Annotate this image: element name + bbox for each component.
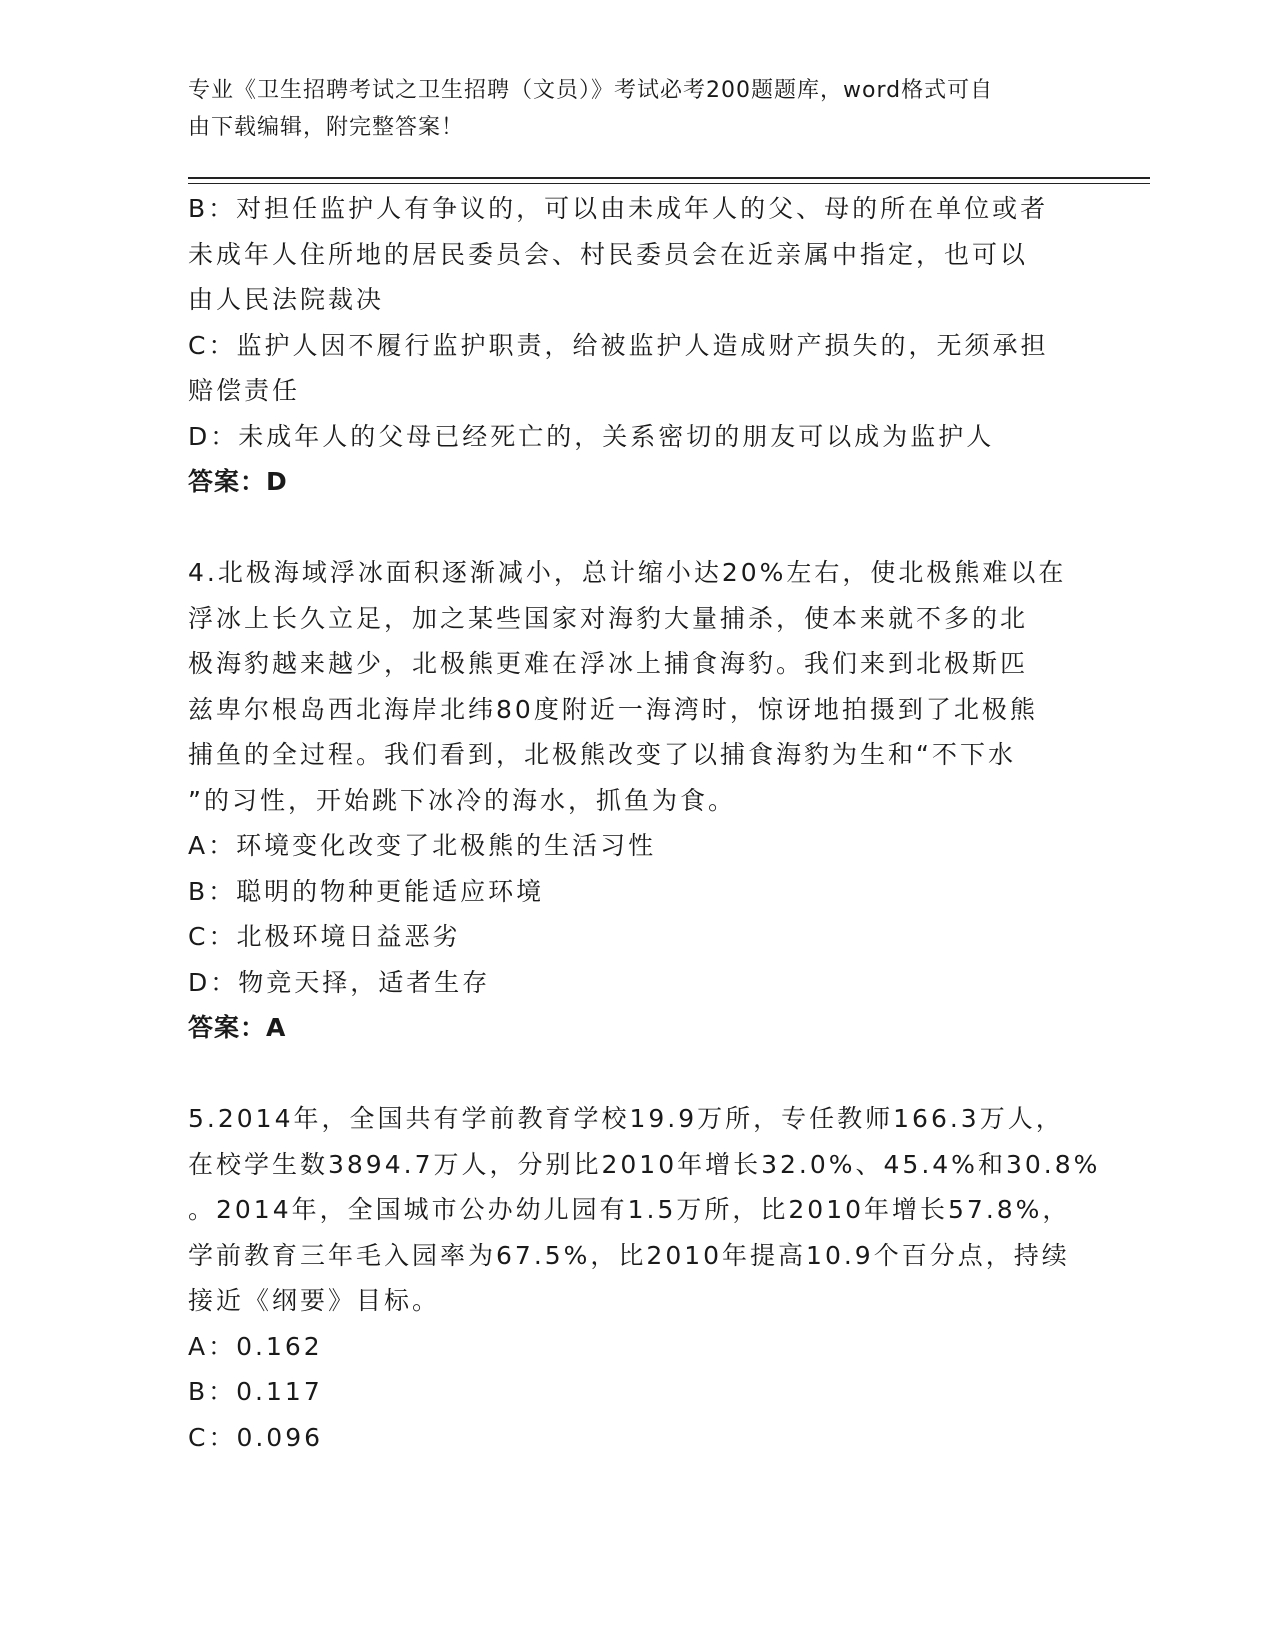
stem-line: ”的习性，开始跳下冰冷的海水，抓鱼为食。 xyxy=(188,785,736,815)
question-3-option-b xyxy=(188,186,1088,323)
stem-line: 接近《纲要》目标。 xyxy=(188,1286,441,1315)
stem-line: 学前教育三年毛入园率为67.5%，比2010年提高10.9个百分点，持续 xyxy=(188,1240,1070,1270)
stem-line: 4.北极海域浮冰面积逐渐减小，总计缩小达20%左右，使北极熊难以在 xyxy=(188,558,1067,587)
question-3-option-c xyxy=(188,323,1088,414)
question-4-option-a: A：环境变化改变了北极熊的生活习性 xyxy=(188,831,657,860)
spacer xyxy=(188,1051,1088,1097)
option-line: 赔偿责任 xyxy=(188,376,301,405)
document-body xyxy=(188,186,1101,1460)
question-4-option-b: B：聪明的物种更能适应环境 xyxy=(188,876,545,906)
stem-line: 兹卑尔根岛西北海岸北纬80度附近一海湾时，惊讶地拍摄到了北极熊 xyxy=(188,694,1038,724)
header-divider-thick xyxy=(188,177,1150,179)
stem-line: 。2014年，全国城市公办幼儿园有1.5万所，比2010年增长57.8%， xyxy=(188,1195,1071,1224)
spacer xyxy=(188,505,1088,551)
stem-line: 5.2014年，全国共有学前教育学校19.9万所，专任教师166.3万人， xyxy=(188,1104,1064,1133)
stem-line: 在校学生数3894.7万人，分别比2010年增长32.0%、45.4%和30.8% xyxy=(188,1149,1101,1179)
header-divider-thin xyxy=(188,183,1150,184)
header-line-2: 由下载编辑，附完整答案！ xyxy=(188,115,465,140)
question-5-option-c: C：0.096 xyxy=(188,1422,324,1452)
question-3-option-d: D：未成年人的父母已经死亡的，关系密切的朋友可以成为监护人 xyxy=(188,421,995,451)
question-5-option-b: B：0.117 xyxy=(188,1377,323,1406)
option-line: C：监护人因不履行监护职责，给被监护人造成财产损失的，无须承担 xyxy=(188,330,1049,360)
question-5-option-a: A：0.162 xyxy=(188,1331,323,1361)
option-line: B：对担任监护人有争议的，可以由未成年人的父、母的所在单位或者 xyxy=(188,194,1049,223)
option-line: 由人民法院裁决 xyxy=(188,285,385,314)
stem-line: 极海豹越来越少，北极熊更难在浮冰上捕食海豹。我们来到北极斯匹 xyxy=(188,649,1029,678)
page-header xyxy=(188,72,1068,146)
question-4-option-d: D：物竞天择，适者生存 xyxy=(188,967,491,997)
question-3-answer: 答案：D xyxy=(188,467,288,496)
header-line-1: 专业《卫生招聘考试之卫生招聘（文员）》考试必考200题题库，word格式可自 xyxy=(188,78,994,103)
question-4-option-c: C：北极环境日益恶劣 xyxy=(188,922,461,951)
question-4-stem xyxy=(188,550,1088,823)
stem-line: 浮冰上长久立足，加之某些国家对海豹大量捕杀，使本来就不多的北 xyxy=(188,603,1029,633)
question-4-answer: 答案：A xyxy=(188,1013,287,1042)
stem-line: 捕鱼的全过程。我们看到，北极熊改变了以捕食海豹为生和“不下水 xyxy=(188,740,1016,769)
question-5-stem xyxy=(188,1096,1101,1324)
option-line: 未成年人住所地的居民委员会、村民委员会在近亲属中指定，也可以 xyxy=(188,239,1029,269)
